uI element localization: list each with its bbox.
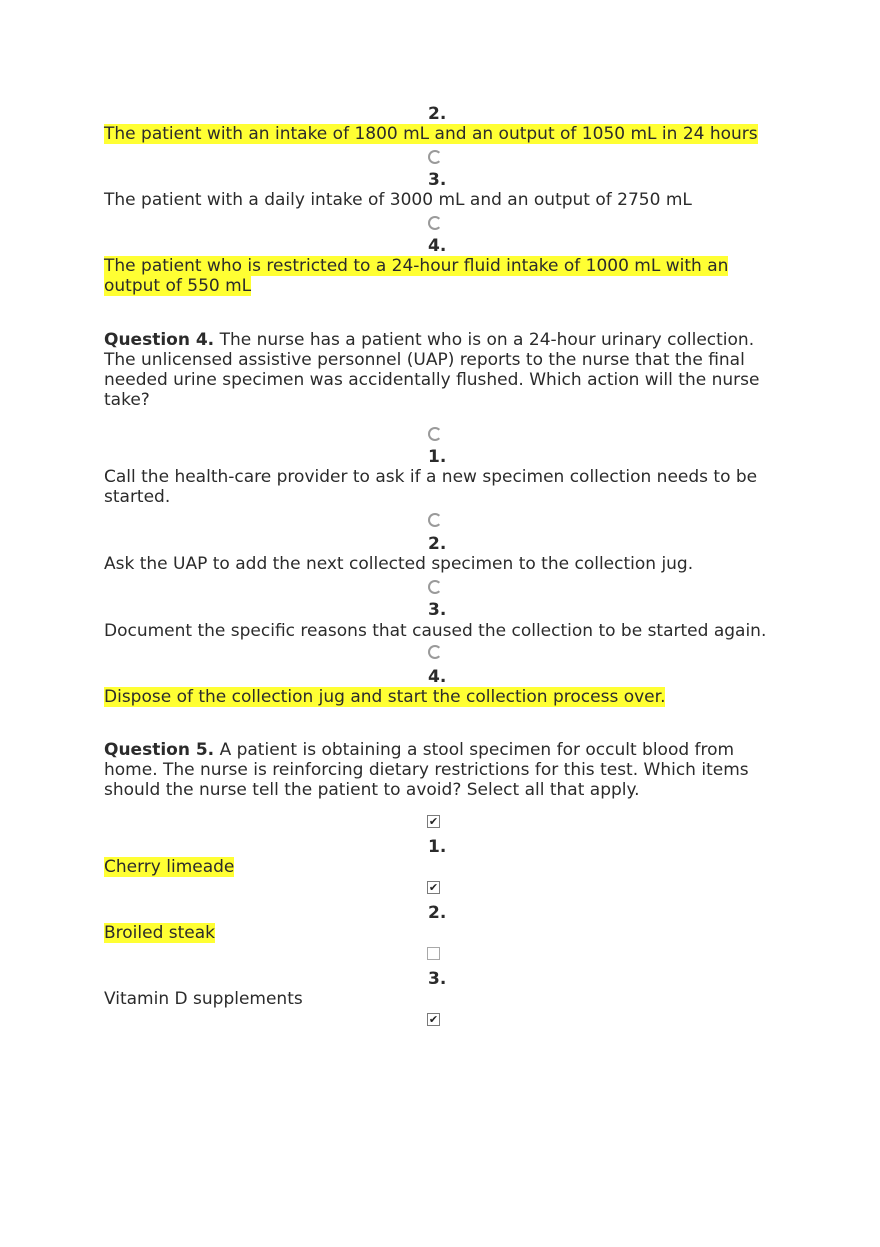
- q5-option-2-checkbox[interactable]: ✔: [428, 881, 439, 894]
- q3-option-4-text-line1: The patient who is restricted to a 24-hour fluid intake of 1000 mL with an: [104, 256, 729, 276]
- q5-option-2-number: 2.: [428, 903, 447, 923]
- q4-option-3-text: Document the specific reasons that caused the collection to be started again.: [104, 621, 767, 641]
- q5-option-2-text: Broiled steak: [104, 923, 216, 943]
- q3-option-3-radio[interactable]: [428, 150, 442, 164]
- q4-option-4-number: 4.: [428, 667, 447, 687]
- q5-label: Question 5.: [104, 740, 215, 760]
- q4-label: Question 4.: [104, 330, 215, 350]
- q4-option-2-number: 2.: [428, 534, 447, 554]
- q5-option-3-checkbox[interactable]: [427, 947, 440, 960]
- q4-option-1-text-line1: Call the health-care provider to ask if a new specimen collection needs to be: [104, 467, 758, 487]
- q5-option-4-checkbox[interactable]: ✔: [428, 1013, 439, 1026]
- q5-option-1-number: 1.: [428, 837, 447, 857]
- q5-option-1-text: Cherry limeade: [104, 857, 235, 877]
- q5-stem-line1: Question 5. A patient is obtaining a stool specimen for occult blood from: [104, 740, 735, 760]
- q4-option-2-text: Ask the UAP to add the next collected specimen to the collection jug.: [104, 554, 694, 574]
- q4-option-4-text: Dispose of the collection jug and start the collection process over.: [104, 687, 666, 707]
- q4-option-3-number: 3.: [428, 600, 447, 620]
- q3-option-4-text-line2: output of 550 mL: [104, 276, 252, 296]
- q3-option-2-text: The patient with an intake of 1800 mL and an output of 1050 mL in 24 hours: [104, 124, 758, 144]
- q4-option-2-radio[interactable]: [428, 513, 442, 527]
- q4-stem-line1: Question 4. The nurse has a patient who is on a 24-hour urinary collection.: [104, 330, 755, 350]
- q4-option-4-radio[interactable]: [428, 645, 442, 659]
- q4-stem-line4: take?: [104, 390, 150, 410]
- q3-option-4-radio[interactable]: [428, 216, 442, 230]
- q5-option-3-number: 3.: [428, 969, 447, 989]
- q4-stem-line3: needed urine specimen was accidentally flushed. Which action will the nurse: [104, 370, 760, 390]
- q5-option-3-text: Vitamin D supplements: [104, 989, 303, 1009]
- q3-option-2-number: 2.: [428, 104, 447, 124]
- q5-stem-line2: home. The nurse is reinforcing dietary restrictions for this test. Which items: [104, 760, 749, 780]
- q5-stem-line3: should the nurse tell the patient to avoid? Select all that apply.: [104, 780, 640, 800]
- q4-option-1-text-line2: started.: [104, 487, 171, 507]
- q4-option-3-radio[interactable]: [428, 580, 442, 594]
- q4-stem-line2: The unlicensed assistive personnel (UAP) reports to the nurse that the final: [104, 350, 745, 370]
- q3-option-4-number: 4.: [428, 236, 447, 256]
- q4-option-1-radio[interactable]: [428, 427, 442, 441]
- q4-option-1-number: 1.: [428, 447, 447, 467]
- q3-option-3-number: 3.: [428, 170, 447, 190]
- q3-option-3-text: The patient with a daily intake of 3000 mL and an output of 2750 mL: [104, 190, 692, 210]
- q5-option-1-checkbox[interactable]: ✔: [428, 815, 439, 828]
